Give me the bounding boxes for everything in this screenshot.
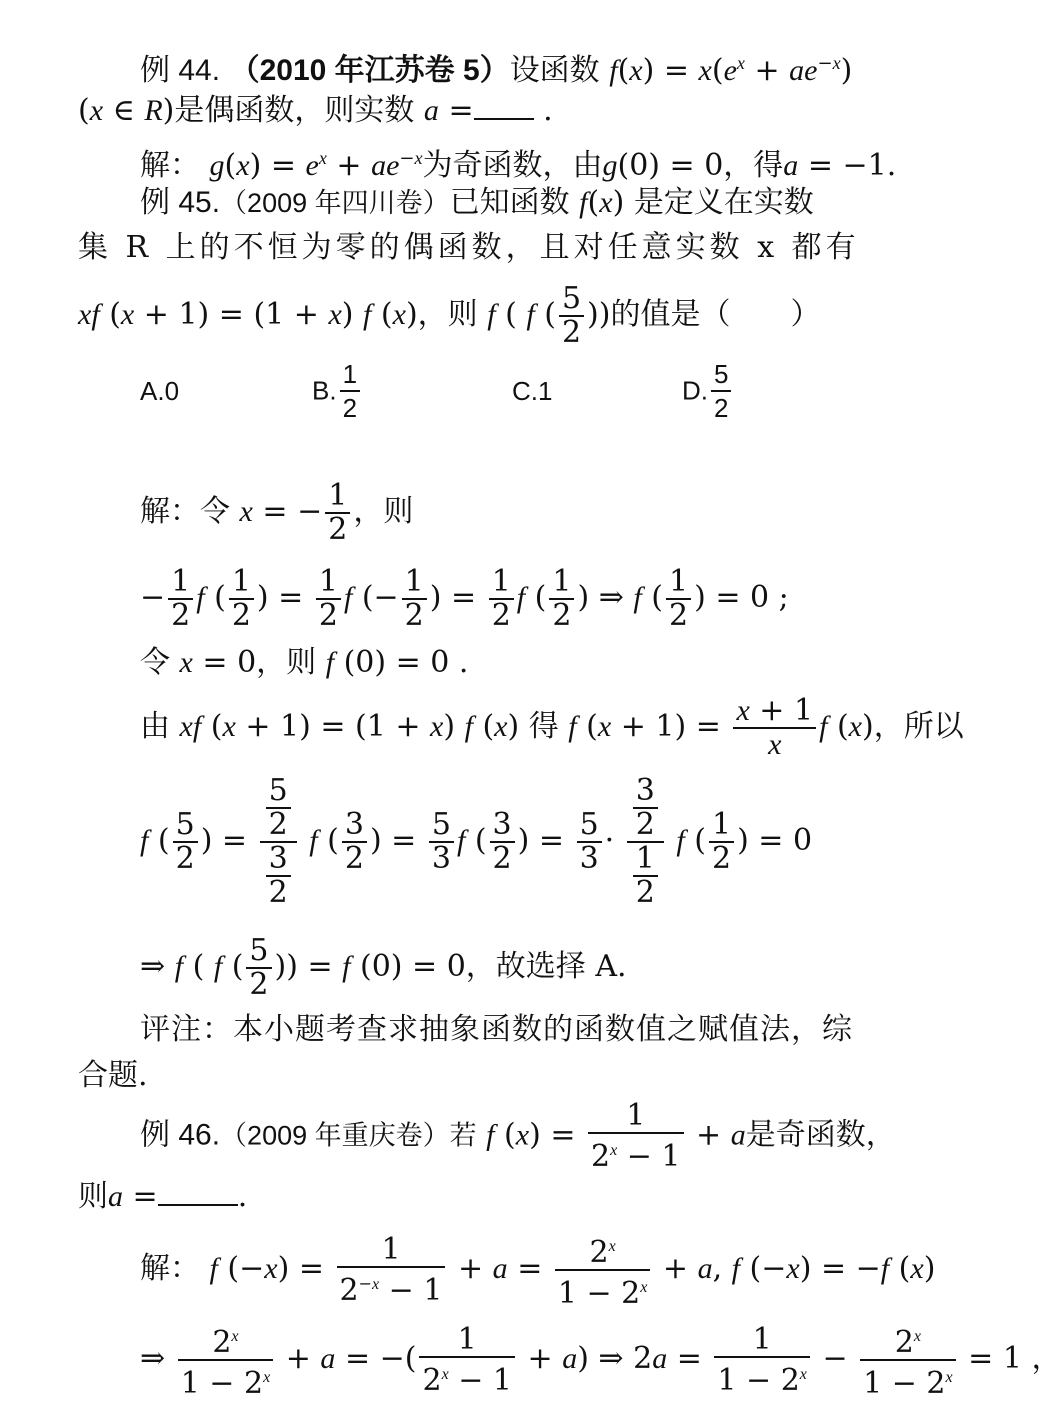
solution-46-line2: ⇒ $\frac{2^x}{1 - 2^x}$ + a = −( $\frac{1}{2^x - 1}$ + a) ⇒ 2a = $\frac{1}{1 - 2^x}$ − $\frac{2^x}{1 - 2^x}$ = 1 ， bbox=[140, 1321, 1061, 1401]
example-44-line2 bbox=[78, 92, 553, 129]
example-45-source: （2009 年四川卷） bbox=[220, 188, 450, 218]
functional-equation: xf (x + 1) = (1 + x) f (x) bbox=[78, 297, 418, 332]
example-46-label: 例 46. bbox=[140, 1118, 221, 1152]
example-44-label: 例 44. bbox=[140, 54, 221, 87]
option-c: C.1 bbox=[512, 376, 553, 406]
example-45-line3: xf (x + 1) = (1 + x) f (x)，则 f ( f ( $\frac{5}{2}$ ))的值是（ ） bbox=[78, 281, 821, 350]
example-44-line1 bbox=[140, 45, 852, 89]
example-45-text4: ，则 bbox=[417, 297, 478, 332]
solution-45-line1: 解：令 x = − $\frac{1}{2}$ ，则 bbox=[140, 478, 414, 547]
example-46-line2: 则a = . bbox=[78, 1179, 248, 1214]
solution-45-line4: 由 xf (x + 1) = (1 + x) f (x) 得 f (x + 1) = $\frac{x + 1}{x}$ f (x)，所以 bbox=[140, 693, 964, 761]
solution-label: 解： bbox=[140, 148, 200, 183]
option-b: B. $\frac{1}{2}$ bbox=[312, 358, 363, 424]
solution-45-line2: − $\frac{1}{2}$ f ( $\frac{1}{2}$ ) = $\frac{1}{2}$ f (− $\frac{1}{2}$ ) = $\frac{1}{2}$ f ( $\frac{1}{2}$ ) ⇒ f ( $\frac{1}{2}$ ) = 0 ; bbox=[140, 564, 789, 633]
solution-45-line3: 令 x = 0，则 f (0) = 0 . bbox=[140, 645, 469, 680]
solution-46-line1: 解： f (−x) = $\frac{1}{2^{-x} - 1}$ + a = $\frac{2^x}{1 - 2^x}$ + a, f (−x) = −f (x) bbox=[140, 1231, 936, 1311]
example-45-text2: 是定义在实数 bbox=[633, 185, 814, 220]
example-46-source: （2009 年重庆卷）若 bbox=[220, 1120, 477, 1151]
answer-blank-44: a = . bbox=[423, 93, 553, 128]
example-45-question: 的值是（ ） bbox=[610, 297, 821, 332]
option-a: A.0 bbox=[140, 376, 180, 406]
solution-45-line5: f ( $\frac{5}{2}$ ) = $\frac{\frac{5}{2}}{\frac{3}{2}}$ f ( $\frac{3}{2}$ ) = $\frac{5}{3}$ f ( $\frac{3}{2}$ ) = $\frac{5}{3}$ · $\frac{\frac{3}{2}}{\frac{1}{2}}$ f ( $\frac{1}{2}$ ) = 0 bbox=[140, 773, 813, 910]
solution-45-line6: ⇒ f ( f ( $\frac{5}{2}$ )) = f (0) = 0，故选择 A. bbox=[140, 933, 627, 1002]
example-45-text: 已知函数 bbox=[449, 185, 570, 220]
example-46-line1: 例 46.（2009 年重庆卷）若 f (x) = $\frac{1}{2^x - 1}$ + a是奇函数， bbox=[140, 1098, 896, 1174]
example-44-source: （2010 年江苏卷 5） bbox=[229, 54, 510, 87]
solution-44 bbox=[140, 140, 896, 184]
solution-44-formula2: g(0) = 0 bbox=[602, 148, 724, 183]
note-line1: 评注：本小题考查求抽象函数的函数值之赋值法，综 bbox=[140, 1012, 853, 1047]
solution-44-result: a = −1. bbox=[783, 148, 897, 183]
example-45-label: 例 45. bbox=[140, 186, 221, 219]
example-45-line1: 例 45.（2009 年四川卷）已知函数 f(x) 是定义在实数 bbox=[140, 185, 814, 220]
example-44-text: 设函数 bbox=[509, 53, 600, 88]
example-45-line2 bbox=[78, 230, 860, 266]
solution-44-formula: $g(x) = e^x + ae^{-x}$ bbox=[209, 148, 423, 183]
domain-formula: (x ∈ R) bbox=[78, 93, 175, 128]
note-line2: 合题. bbox=[78, 1058, 148, 1093]
solution-44-text2: ，得 bbox=[723, 148, 784, 183]
example-44-formula: $f(x) = x(e^x + ae^{-x})$ bbox=[609, 53, 853, 88]
solution-44-text: 为奇函数，由 bbox=[422, 148, 603, 183]
example-44-text2: 是偶函数，则实数 bbox=[174, 93, 415, 128]
example-45-text3: 集 R 上的不恒为零的偶函数，且对任意实数 x 都有 bbox=[78, 230, 860, 265]
option-d: D. $\frac{5}{2}$ bbox=[682, 358, 734, 424]
